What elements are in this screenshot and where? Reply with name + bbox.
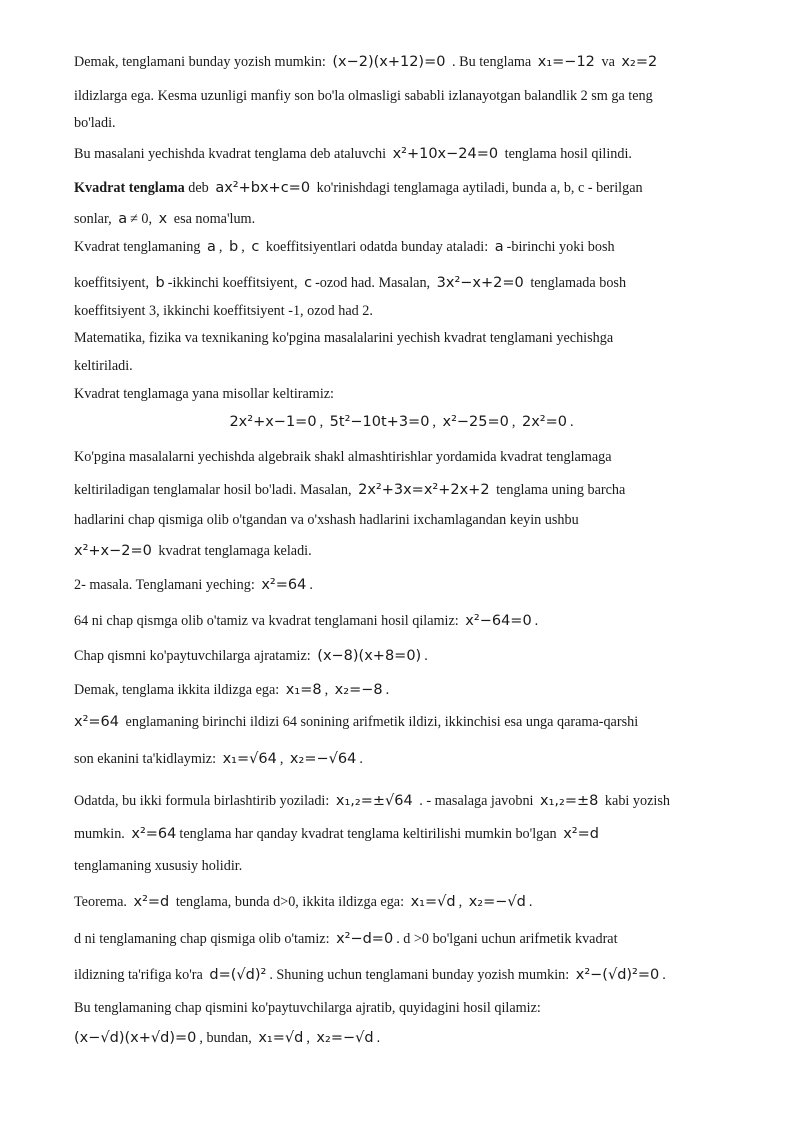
formula: x²+x−2=0	[74, 543, 152, 559]
text: kabi yozish	[604, 793, 670, 809]
text-line-7	[74, 238, 615, 256]
text: son ekanini ta'kidlaymiz:	[74, 751, 217, 767]
formula: x₂=−√d	[468, 894, 526, 910]
formula: x₁=√d	[410, 894, 456, 910]
text: va	[601, 54, 615, 70]
text-line-15	[74, 481, 625, 499]
formula: (x−2)(x+12)=0	[332, 54, 446, 70]
text-line-22	[74, 713, 638, 731]
formula: x²=64	[74, 714, 119, 730]
formula: (x−8)(x+8=0)	[317, 648, 422, 664]
text: d ni tenglamaning chap qismiga olib o'tamiz:	[74, 931, 330, 947]
separator: ,	[458, 894, 463, 910]
text: Kvadrat tenglamaga yana misollar keltiramiz:	[74, 386, 335, 402]
text: ≠ 0,	[130, 211, 153, 227]
text-line-20	[74, 647, 428, 665]
term-bold: Kvadrat tenglama	[74, 180, 185, 196]
text: . Shuning uchun tenglamani bunday yozish mumkin:	[269, 967, 570, 983]
examples-equation-line	[0, 414, 800, 431]
formula: x₁=−12	[537, 54, 595, 70]
text: tenglama har qanday kvadrat tenglama keltirilishi mumkin bo'lgan	[179, 826, 557, 842]
text-line-17	[74, 542, 312, 560]
text-line-23	[74, 750, 363, 768]
formula: x²−(√d)²=0	[575, 967, 660, 983]
text: ildizning ta'rifiga ko'ra	[74, 967, 203, 983]
formula: x²=64	[261, 577, 307, 593]
formula: x²+10x−24=0	[392, 146, 499, 162]
definition-line	[74, 179, 643, 197]
text-line-24	[74, 792, 670, 810]
text: esa noma'lum.	[173, 211, 256, 227]
text: Chap qismni ko'paytuvchilarga ajratamiz:	[74, 648, 311, 664]
formula: x²=64	[131, 826, 177, 842]
formula: x²=d	[563, 826, 599, 842]
text: englamaning birinchi ildizi 64 sonining arifmetik ildizi, ikkinchisi esa unga qarama-qarshi	[125, 714, 639, 730]
formula: x₁,₂=±√64	[335, 793, 413, 809]
text: koeffitsiyent 3, ikkinchi koeffitsiyent -1, ozod had 2.	[74, 303, 373, 319]
text: tenglama hosil qilindi.	[504, 146, 632, 162]
separator: ,	[319, 414, 324, 430]
text: -ikkinchi koeffitsiyent,	[167, 275, 298, 291]
text: Demak, tenglamani bunday yozish mumkin:	[74, 54, 326, 70]
text: tenglama, bunda d>0, ikkita ildizga ega:	[175, 894, 405, 910]
formula: b	[155, 275, 165, 291]
theorem-line	[74, 893, 532, 911]
text: mumkin.	[74, 826, 125, 842]
text: Matematika, fizika va texnikaning ko'pgina masalalarini yechish kvadrat tenglamani yechishga	[74, 330, 614, 346]
text-line-8	[74, 274, 626, 292]
formula: d=(√d)²	[209, 967, 267, 983]
text-line-10	[74, 329, 613, 347]
separator: ,	[306, 1030, 310, 1046]
text: .	[359, 751, 363, 767]
text-line-26	[74, 857, 242, 875]
formula: x²=d	[133, 894, 170, 910]
formula: x₁=8	[285, 682, 322, 698]
formula: b	[229, 239, 239, 255]
text-line-16	[74, 511, 579, 529]
text-line-9	[74, 302, 373, 320]
text: -birinchi yoki bosh	[506, 239, 615, 255]
text: .	[385, 682, 390, 698]
formula: x	[158, 211, 168, 227]
separator: ,	[218, 239, 223, 255]
text-line-3	[74, 114, 116, 132]
separator: ,	[241, 239, 245, 255]
formula: x₁=√d	[258, 1030, 304, 1046]
text: Odatda, bu ikki formula birlashtirib yoziladi:	[74, 793, 330, 809]
formula: 2x²+3x=x²+2x+2	[358, 482, 490, 498]
formula: x₂=2	[621, 54, 658, 70]
text: .	[534, 613, 539, 629]
text: keltiriladi.	[74, 358, 133, 374]
formula: 2x²=0	[521, 414, 567, 430]
formula: c	[251, 239, 260, 255]
text: 2- masala. Tenglamani yeching:	[74, 577, 255, 593]
text: .	[424, 648, 428, 664]
text-line-4	[74, 145, 632, 163]
text: sonlar,	[74, 211, 112, 227]
text: tenglama uning barcha	[496, 482, 626, 498]
text: bo'ladi.	[74, 115, 116, 131]
formula: 5t²−10t+3=0	[329, 414, 430, 430]
text: . - masalaga javobni	[419, 793, 534, 809]
text: kvadrat tenglamaga keladi.	[158, 543, 312, 559]
text: hadlarini chap qismiga olib o'tgandan va o'xshash hadlarini ixchamlagandan keyin ushbu	[74, 512, 579, 528]
text: tenglamaning xususiy holidir.	[74, 858, 243, 874]
text: .	[662, 967, 666, 983]
text: keltiriladigan tenglamalar hosil bo'ladi. Masalan,	[74, 482, 352, 498]
text: Teorema.	[74, 894, 127, 910]
text: .	[376, 1030, 381, 1046]
text: , bundan,	[199, 1030, 252, 1046]
formula: ax²+bx+c=0	[215, 180, 311, 196]
formula: x₂=−√64	[289, 751, 357, 767]
text-line-11	[74, 357, 133, 375]
text-line-6	[74, 210, 255, 228]
formula: 3x²−x+2=0	[436, 275, 524, 291]
formula: 2x²+x−1=0	[229, 414, 317, 430]
formula: x₂=−8	[334, 682, 383, 698]
separator: ,	[324, 682, 329, 698]
text-line-21	[74, 681, 389, 699]
text-line-28	[74, 930, 618, 948]
problem-2-line	[74, 576, 313, 594]
formula: x²−64=0	[465, 613, 532, 629]
formula: a	[207, 239, 216, 255]
text-line-25	[74, 825, 602, 843]
formula: x²−d=0	[336, 931, 394, 947]
formula: x²−25=0	[442, 414, 509, 430]
text: Kvadrat tenglamaning	[74, 239, 201, 255]
text: . d >0 bo'lgani uchun arifmetik kvadrat	[396, 931, 618, 947]
formula: a	[118, 211, 128, 227]
separator: ,	[432, 414, 436, 430]
text: Bu masalani yechishda kvadrat tenglama deb ataluvchi	[74, 146, 387, 162]
separator: ,	[511, 414, 516, 430]
separator: .	[569, 414, 574, 430]
text: deb	[188, 180, 209, 196]
formula: x₂=−√d	[316, 1030, 374, 1046]
text-line-1	[74, 53, 660, 71]
text-line-31	[74, 1029, 380, 1047]
text: . Bu tenglama	[452, 54, 532, 70]
text-line-12	[74, 385, 334, 403]
text: .	[528, 894, 533, 910]
text: ko'rinishdagi tenglamaga aytiladi, bunda a, b, c - berilgan	[316, 180, 643, 196]
separator: ,	[279, 751, 284, 767]
formula: (x−√d)(x+√d)=0	[74, 1030, 197, 1046]
text-line-19	[74, 612, 538, 630]
text: Demak, tenglama ikkita ildizga ega:	[74, 682, 280, 698]
formula: x₁,₂=±8	[540, 793, 599, 809]
text: ildizlarga ega. Kesma uzunligi manfiy son bo'la olmasligi sababli izlanayotgan balandlik 2 sm ga teng	[74, 88, 653, 104]
text: tenglamada bosh	[530, 275, 627, 291]
text: koeffitsiyent,	[74, 275, 149, 291]
formula: x₁=√64	[222, 751, 277, 767]
text: Bu tenglamaning chap qismini ko'paytuvchilarga ajratib, quyidagini hosil qilamiz:	[74, 1000, 541, 1016]
text: koeffitsiyentlari odatda bunday ataladi:	[265, 239, 489, 255]
text: -ozod had. Masalan,	[315, 275, 431, 291]
text: Ko'pgina masalalarni yechishda algebraik shakl almashtirishlar yordamida kvadrat tenglamaga	[74, 449, 612, 465]
text-line-14	[74, 448, 612, 466]
text-line-30	[74, 999, 541, 1017]
text-line-2	[74, 87, 653, 105]
text: .	[309, 577, 313, 593]
text-line-29	[74, 966, 666, 984]
formula: a	[494, 239, 504, 255]
formula: c	[304, 275, 313, 291]
text: 64 ni chap qismga olib o'tamiz va kvadrat tenglamani hosil qilamiz:	[74, 613, 459, 629]
